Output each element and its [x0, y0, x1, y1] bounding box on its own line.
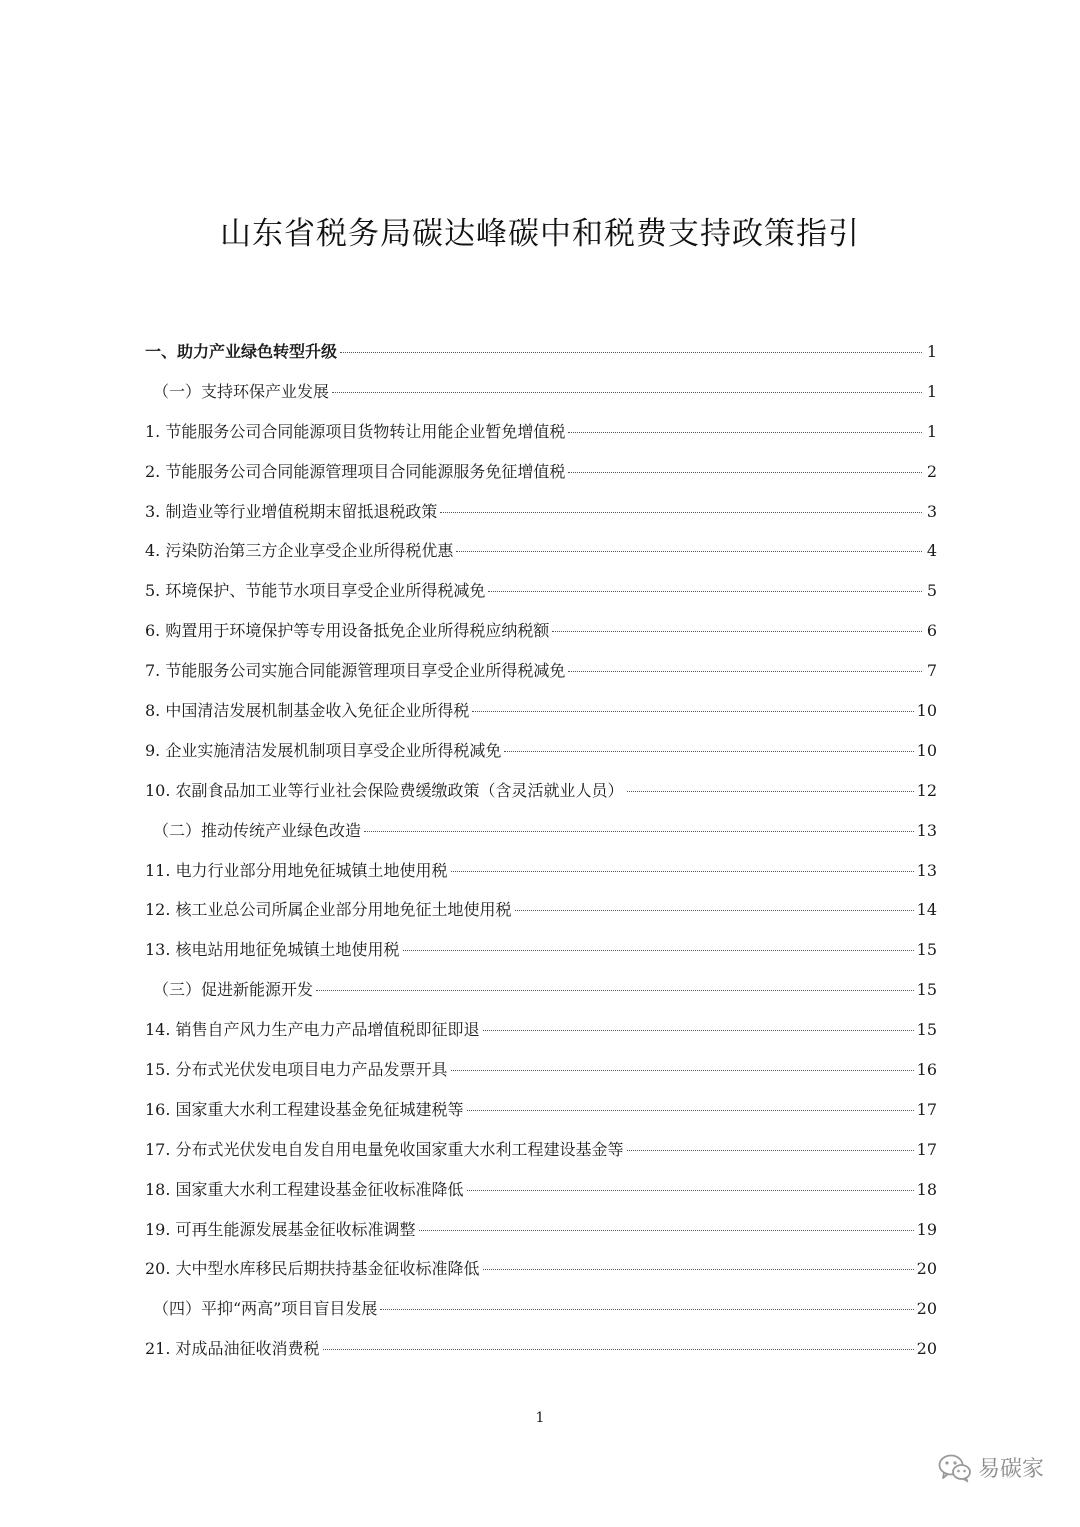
- toc-entry-page: 20: [916, 1339, 937, 1359]
- toc-entry: [145, 731, 937, 771]
- table-of-contents: [145, 332, 937, 1369]
- toc-dot-leader: [323, 1349, 914, 1350]
- toc-entry-page: 13: [916, 820, 937, 840]
- toc-dot-leader: [568, 671, 922, 672]
- toc-entry-page: 10: [916, 701, 937, 721]
- toc-entry-page: 1: [926, 342, 937, 361]
- toc-entry: [145, 1289, 937, 1329]
- toc-entry-page: 17: [916, 1099, 937, 1119]
- toc-entry-page: 1: [926, 381, 937, 401]
- toc-entry-title: 14. 销售自产风力生产电力产品增值税即征即退: [145, 1020, 480, 1040]
- toc-entry-title: 21. 对成品油征收消费税: [145, 1339, 320, 1359]
- toc-entry: [145, 571, 937, 611]
- toc-dot-leader: [467, 1190, 914, 1191]
- toc-dot-leader: [472, 711, 913, 712]
- toc-entry: [145, 651, 937, 691]
- toc-entry: [145, 1170, 937, 1210]
- toc-entry-page: 3: [926, 501, 937, 521]
- toc-entry: [145, 1210, 937, 1250]
- toc-entry-title: 19. 可再生能源发展基金征收标准调整: [145, 1219, 416, 1239]
- toc-entry: [145, 531, 937, 571]
- toc-entry: [145, 691, 937, 731]
- toc-dot-leader: [456, 551, 922, 552]
- toc-dot-leader: [451, 1070, 914, 1071]
- watermark-text: 易碳家: [977, 1457, 1044, 1482]
- toc-dot-leader: [552, 631, 922, 632]
- toc-dot-leader: [340, 352, 922, 353]
- toc-dot-leader: [403, 950, 914, 951]
- toc-entry: [145, 372, 937, 412]
- toc-entry: [145, 452, 937, 492]
- toc-entry-title: 6. 购置用于环境保护等专用设备抵免企业所得税应纳税额: [145, 621, 550, 641]
- toc-entry-title: 13. 核电站用地征免城镇土地使用税: [145, 940, 400, 960]
- toc-entry: [145, 332, 937, 372]
- toc-entry-title: 12. 核工业总公司所属企业部分用地免征土地使用税: [145, 900, 512, 920]
- toc-entry: [145, 611, 937, 651]
- toc-entry-title: 一、助力产业绿色转型升级: [145, 342, 338, 361]
- toc-entry-page: 14: [916, 900, 937, 920]
- toc-entry-title: 20. 大中型水库移民后期扶持基金征收标准降低: [145, 1259, 480, 1279]
- toc-entry-title: （二）推动传统产业绿色改造: [153, 820, 362, 840]
- toc-entry-page: 15: [916, 940, 937, 960]
- toc-entry-page: 12: [916, 780, 937, 800]
- toc-entry-title: 4. 污染防治第三方企业享受企业所得税优惠: [145, 541, 454, 561]
- toc-entry-title: 8. 中国清洁发展机制基金收入免征企业所得税: [145, 701, 470, 721]
- toc-entry-title: （三）促进新能源开发: [153, 980, 314, 1000]
- toc-entry-title: 15. 分布式光伏发电项目电力产品发票开具: [145, 1060, 448, 1080]
- toc-dot-leader: [332, 392, 922, 393]
- toc-dot-leader: [419, 1230, 914, 1231]
- toc-entry-title: （四）平抑“两高”项目盲目发展: [153, 1299, 378, 1319]
- toc-dot-leader: [483, 1269, 914, 1270]
- toc-entry-page: 19: [916, 1219, 937, 1239]
- toc-entry: [145, 811, 937, 851]
- toc-entry-page: 1: [926, 421, 937, 441]
- toc-entry-page: 2: [926, 461, 937, 481]
- toc-entry: [145, 970, 937, 1010]
- toc-dot-leader: [568, 472, 922, 473]
- toc-entry-page: 20: [916, 1259, 937, 1279]
- toc-entry: [145, 930, 937, 970]
- toc-dot-leader: [504, 751, 913, 752]
- toc-entry-page: 7: [926, 661, 937, 681]
- watermark: [938, 1452, 1044, 1483]
- toc-entry-title: 16. 国家重大水利工程建设基金免征城建税等: [145, 1099, 464, 1119]
- toc-entry-page: 18: [916, 1179, 937, 1199]
- toc-entry-page: 17: [916, 1139, 937, 1159]
- toc-dot-leader: [483, 1030, 914, 1031]
- toc-dot-leader: [364, 831, 914, 832]
- toc-dot-leader: [467, 1110, 914, 1111]
- toc-entry: [145, 1050, 937, 1090]
- toc-entry: [145, 1010, 937, 1050]
- toc-entry: [145, 1329, 937, 1369]
- toc-entry-page: 10: [916, 740, 937, 760]
- toc-entry: [145, 1130, 937, 1170]
- toc-entry-title: 10. 农副食品加工业等行业社会保险费缓缴政策（含灵活就业人员）: [145, 780, 624, 800]
- toc-entry: [145, 890, 937, 930]
- toc-entry-title: 5. 环境保护、节能节水项目享受企业所得税减免: [145, 581, 486, 601]
- toc-entry-title: 17. 分布式光伏发电自发自用电量免收国家重大水利工程建设基金等: [145, 1139, 624, 1159]
- toc-dot-leader: [380, 1309, 913, 1310]
- toc-entry: [145, 1249, 937, 1289]
- toc-entry-title: （一）支持环保产业发展: [153, 381, 330, 401]
- toc-entry-title: 18. 国家重大水利工程建设基金征收标准降低: [145, 1179, 464, 1199]
- toc-entry: [145, 771, 937, 811]
- toc-entry: [145, 1090, 937, 1130]
- toc-entry-page: 4: [926, 541, 937, 561]
- toc-entry: [145, 851, 937, 891]
- toc-entry-title: 2. 节能服务公司合同能源管理项目合同能源服务免征增值税: [145, 461, 566, 481]
- toc-dot-leader: [627, 791, 914, 792]
- toc-entry-page: 15: [916, 980, 937, 1000]
- toc-entry-page: 5: [926, 581, 937, 601]
- toc-dot-leader: [627, 1150, 914, 1151]
- toc-dot-leader: [568, 432, 922, 433]
- toc-dot-leader: [515, 910, 914, 911]
- wechat-icon: [938, 1453, 972, 1483]
- toc-dot-leader: [451, 871, 914, 872]
- toc-entry-page: 15: [916, 1020, 937, 1040]
- toc-entry-page: 13: [916, 860, 937, 880]
- toc-entry-page: 20: [916, 1299, 937, 1319]
- toc-entry-title: 9. 企业实施清洁发展机制项目享受企业所得税减免: [145, 740, 502, 760]
- toc-entry-page: 16: [916, 1060, 937, 1080]
- page-number: 1: [535, 1410, 545, 1426]
- toc-entry-title: 1. 节能服务公司合同能源项目货物转让用能企业暂免增值税: [145, 421, 566, 441]
- toc-entry-page: 6: [926, 621, 937, 641]
- toc-entry-title: 11. 电力行业部分用地免征城镇土地使用税: [145, 860, 448, 880]
- page-title: 山东省税务局碳达峰碳中和税费支持政策指引: [220, 216, 860, 252]
- toc-dot-leader: [316, 990, 914, 991]
- toc-entry-title: 7. 节能服务公司实施合同能源管理项目享受企业所得税减免: [145, 661, 566, 681]
- toc-entry-title: 3. 制造业等行业增值税期末留抵退税政策: [145, 501, 438, 521]
- toc-entry: [145, 492, 937, 532]
- toc-entry: [145, 412, 937, 452]
- toc-dot-leader: [440, 512, 922, 513]
- toc-dot-leader: [488, 591, 922, 592]
